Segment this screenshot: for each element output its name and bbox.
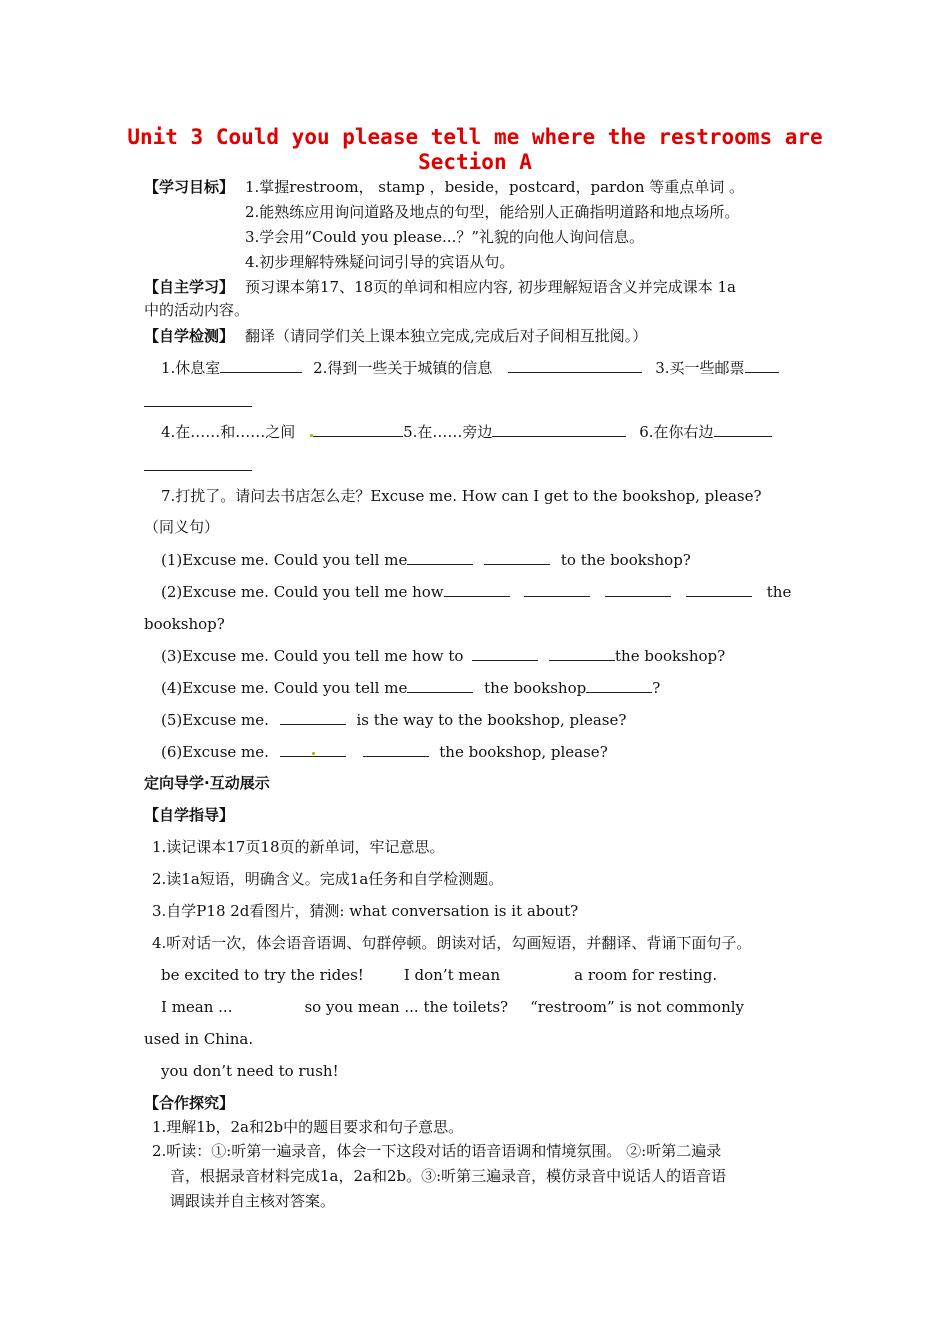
answer-blank[interactable] (280, 742, 346, 757)
answer-blank[interactable] (714, 422, 772, 437)
objective-item: 2.能熟练应用询问道路及地点的句型，能给别人正确指明道路和地点场所。 (245, 203, 740, 221)
cooperation-item-cont: 音，根据录音材料完成1a，2a和2b。③:听第三遍录音，模仿录音中说话人的语音语 (170, 1167, 727, 1185)
answer-blank[interactable] (444, 582, 510, 597)
answer-blank[interactable] (549, 646, 615, 661)
cooperation-item: 2.听读：①:听第一遍录音，体会一下这段对话的语音语调和情境氛围。 ②:听第二遍录 (152, 1142, 722, 1160)
answer-blank[interactable] (280, 710, 346, 725)
synonym-4: (4)Excuse me. Could you tell me the bookshop ? (161, 679, 661, 697)
answer-blank[interactable] (144, 456, 252, 471)
synonym-5: (5)Excuse me. is the way to the bookshop, please? (161, 711, 627, 729)
answer-blank[interactable] (586, 678, 652, 693)
phrase-row-3: used in China. (144, 1030, 254, 1048)
answer-blank[interactable] (407, 550, 473, 565)
answer-blank[interactable] (605, 582, 671, 597)
synonym-2: (2)Excuse me. Could you tell me how the (161, 583, 792, 601)
answer-blank[interactable] (363, 742, 429, 757)
answer-blank[interactable] (313, 422, 403, 437)
guided-heading: 定向导学·互动展示 (144, 774, 270, 792)
phrase-row-2: I mean ... so you mean ... the toilets? “restroom” is not commonly (161, 998, 745, 1016)
guided-item: 3.自学P18 2d看图片，猜测: what conversation is it about? (152, 902, 579, 920)
question-row-2: 4.在……和……之间 5.在……旁边 6.在你右边 (161, 422, 772, 442)
guided-label: 【自学指导】 (144, 806, 235, 824)
answer-blank[interactable] (144, 392, 252, 407)
answer-blank[interactable] (508, 358, 642, 373)
objectives-label: 【学习目标】 (144, 178, 235, 196)
answer-blank[interactable] (524, 582, 590, 597)
question-row-1-cont (144, 392, 252, 412)
answer-blank[interactable] (472, 646, 538, 661)
decorative-dot (312, 752, 315, 755)
phrase-row-4: you don’t need to rush! (161, 1062, 339, 1080)
answer-blank[interactable] (492, 422, 626, 437)
guided-item: 4.听对话一次，体会语音语调、句群停顿。朗读对话，勾画短语，并翻译、背诵下面句子。 (152, 934, 752, 952)
question-7-note: （同义句） (144, 518, 220, 536)
self-study-text-cont: 中的活动内容。 (144, 301, 250, 319)
synonym-6: (6)Excuse me. the bookshop, please? (161, 743, 608, 761)
self-study-label: 【自主学习】 (144, 278, 235, 296)
phrase-row-1: be excited to try the rides! I don’t mean a room for resting. (161, 966, 718, 984)
question-row-2-cont (144, 456, 252, 476)
answer-blank[interactable] (745, 358, 779, 373)
answer-blank[interactable] (220, 358, 302, 373)
self-check-label: 【自学检测】 (144, 327, 235, 345)
synonym-3: (3)Excuse me. Could you tell me how to the bookshop? (161, 647, 726, 665)
question-row-1: 1.休息室 2.得到一些关于城镇的信息 3.买一些邮票 (161, 358, 779, 378)
cooperation-item-cont: 调跟读并自主核对答案。 (170, 1192, 336, 1210)
answer-blank[interactable] (407, 678, 473, 693)
objective-item: 3.学会用“Could you please...？”礼貌的向他人询问信息。 (245, 228, 645, 246)
synonym-2-cont: bookshop? (144, 615, 225, 633)
self-check-instruction: 翻译（请同学们关上课本独立完成,完成后对子间相互批阅。） (245, 327, 648, 345)
answer-blank[interactable] (484, 550, 550, 565)
title-line-1: Unit 3 Could you please tell me where the restrooms are (127, 125, 823, 149)
guided-item: 1.读记课本17页18页的新单词，牢记意思。 (152, 838, 445, 856)
cooperation-item: 1.理解1b，2a和2b中的题目要求和句子意思。 (152, 1118, 464, 1136)
self-study-text: 预习课本第17、18页的单词和相应内容, 初步理解短语含义并完成课本 1a (245, 278, 736, 296)
synonym-1: (1)Excuse me. Could you tell me to the bookshop? (161, 551, 691, 569)
objective-item: 4.初步理解特殊疑问词引导的宾语从句。 (245, 253, 515, 271)
guided-item: 2.读1a短语，明确含义。完成1a任务和自学检测题。 (152, 870, 504, 888)
cooperation-label: 【合作探究】 (144, 1094, 235, 1112)
question-7: 7.打扰了。请问去书店怎么走？Excuse me. How can I get to the bookshop, please? (161, 487, 762, 505)
objective-item: 1.掌握restroom， stamp ，beside，postcard，pardon 等重点单词 。 (245, 178, 745, 196)
title-line-2: Section A (418, 150, 532, 174)
answer-blank[interactable] (686, 582, 752, 597)
